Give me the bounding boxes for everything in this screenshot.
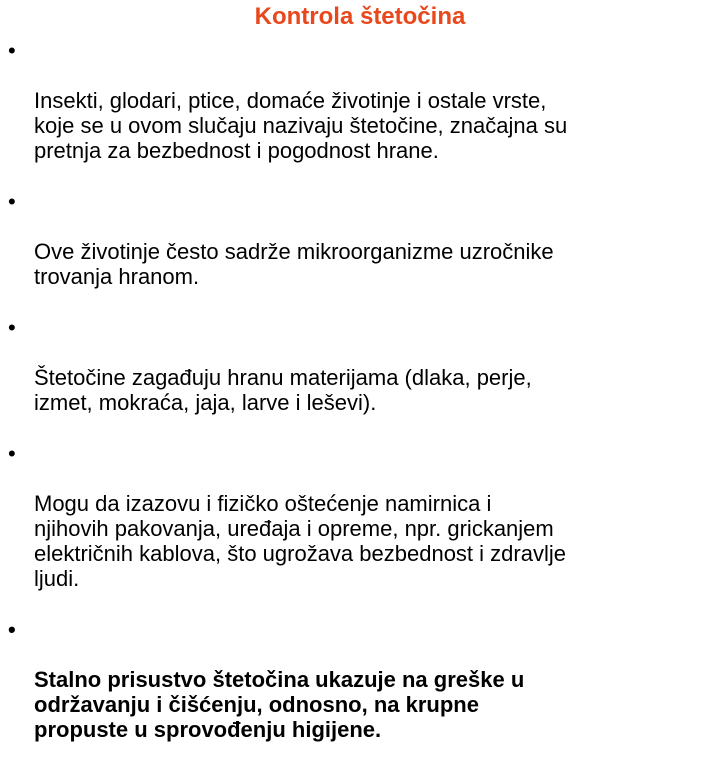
bullet-icon: •	[8, 315, 16, 340]
bullet-item-physical-damage	[0, 441, 720, 591]
bullet-item-microorganisms	[0, 189, 720, 289]
bullet-icon: •	[8, 441, 16, 466]
bullet-list	[0, 38, 720, 768]
bullet-item-hygiene-failures	[0, 617, 720, 742]
bullet-text: Štetočine zagađuju hranu materijama (dlaka, perje, izmet, mokraća, jaja, larve i leševi).	[34, 365, 532, 415]
bullet-text: Mogu da izazovu i fizičko oštećenje namirnica i njihovih pakovanja, uređaja i opreme, npr. grickanjem električnih kablova, što ugrožava bezbednost i zdravlje ljudi.	[34, 491, 566, 591]
bullet-text: Ove životinje često sadrže mikroorganizme uzročnike trovanja hranom.	[34, 239, 554, 289]
bullet-item-contamination	[0, 315, 720, 415]
bullet-text: Stalno prisustvo štetočina ukazuje na greške u održavanju i čišćenju, odnosno, na krupne propuste u sprovođenju higijene.	[34, 667, 525, 742]
bullet-icon: •	[8, 38, 16, 63]
bullet-icon: •	[8, 189, 16, 214]
bullet-text: Insekti, glodari, ptice, domaće životinje i ostale vrste, koje se u ovom slučaju nazivaju štetočine, značajna su pretnja za bezbednost i pogodnost hrane.	[34, 88, 568, 163]
bullet-item-pests	[0, 38, 720, 163]
bullet-icon: •	[8, 617, 16, 642]
slide-title: Kontrola štetočina	[254, 3, 466, 30]
